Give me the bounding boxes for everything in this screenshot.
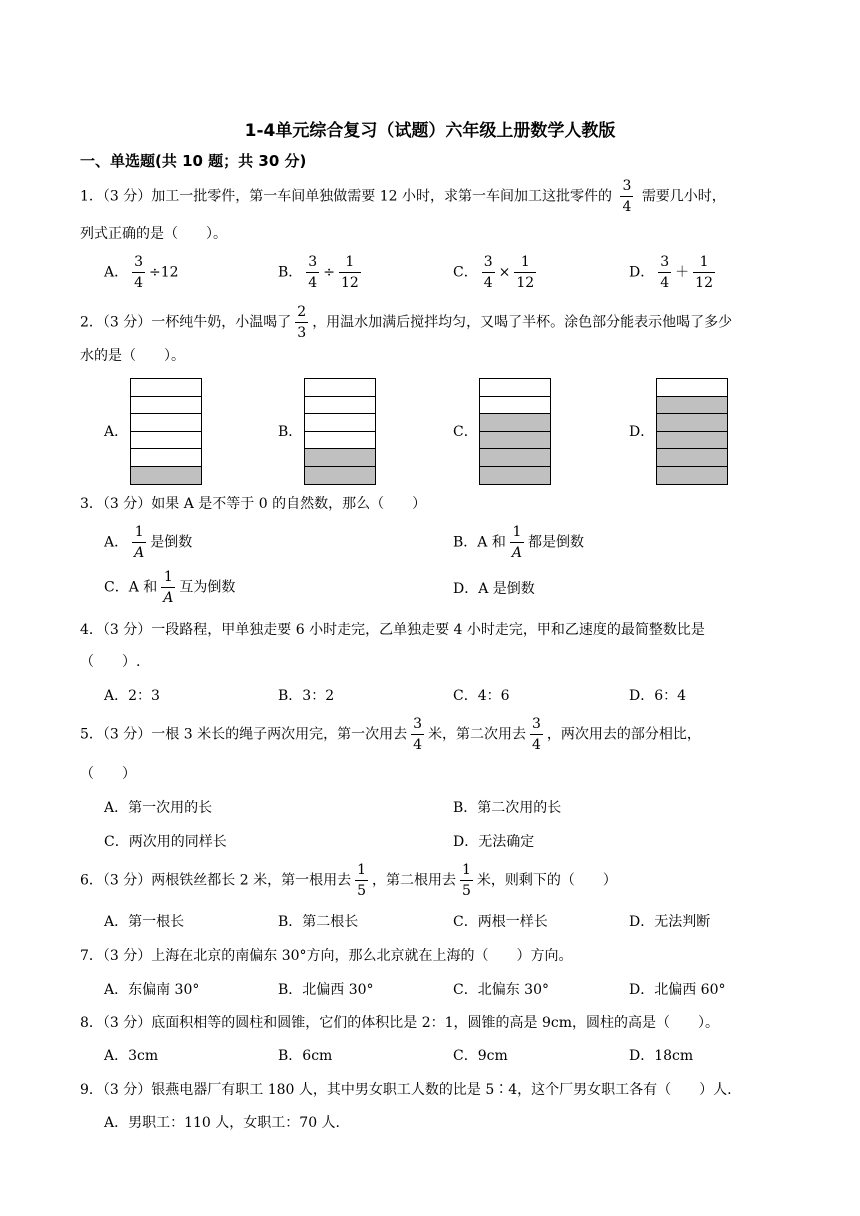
page-title: 1-4单元综合复习（试题）六年级上册数学人教版 bbox=[244, 121, 616, 141]
q8-option-c[interactable]: C．9cm bbox=[453, 1048, 508, 1064]
q4-option-d[interactable]: D．6：4 bbox=[629, 688, 687, 704]
cup-empty-segment bbox=[131, 432, 201, 450]
q6-option-c[interactable]: C．两根一样长 bbox=[453, 914, 548, 930]
q3-option-d[interactable]: D．A 是倒数 bbox=[453, 581, 535, 597]
cup-empty-segment bbox=[657, 379, 727, 397]
cup-empty-segment bbox=[131, 379, 201, 397]
q1-text: 1．（3 分）加工一批零件，第一车间单独做需要 12 小时，求第一车间加工这批零件的 bbox=[80, 188, 612, 205]
q7-option-a[interactable]: A．东偏南 30° bbox=[104, 982, 200, 998]
q5-line1: 5．（3 分）一根 3 米长的绳子两次用完，第一次用去 $\frac{3}{4}$ 米，第二次用去 $\frac{3}{4}$ ，两次用去的部分相比， bbox=[80, 716, 701, 753]
cup-empty-segment bbox=[305, 379, 375, 397]
q1-option-c[interactable]: C． $\frac{3}{4}$ × $\frac{1}{12}$ bbox=[453, 254, 535, 291]
q2-option-a-label[interactable]: A． bbox=[104, 424, 129, 440]
q2-cup-a[interactable] bbox=[130, 378, 202, 485]
q4-option-a[interactable]: A．2：3 bbox=[104, 688, 160, 704]
q9-line1: 9．（3 分）银燕电器厂有职工 180 人，其中男女职工人数的比是 5∶4，这个厂男女职工各有（ ）人. bbox=[80, 1082, 732, 1098]
cup-shaded-segment bbox=[657, 397, 727, 415]
cup-shaded-segment bbox=[657, 414, 727, 432]
q8-option-a[interactable]: A．3cm bbox=[104, 1048, 159, 1064]
q3-option-b[interactable]: B．A 和 $\frac{1}{A}$ 都是倒数 bbox=[453, 524, 584, 561]
cup-empty-segment bbox=[131, 449, 201, 467]
cup-shaded-segment bbox=[480, 449, 550, 467]
q3-line1: 3．（3 分）如果 A 是不等于 0 的自然数，那么（ ） bbox=[80, 496, 427, 512]
cup-empty-segment bbox=[131, 414, 201, 432]
q6-option-d[interactable]: D．无法判断 bbox=[629, 914, 711, 930]
q1-line1 bbox=[80, 178, 726, 215]
q1-option-d[interactable]: D． $\frac{3}{4}$ ＋ $\frac{1}{12}$ bbox=[629, 254, 713, 291]
q4-option-c[interactable]: C．4：6 bbox=[453, 688, 510, 704]
q1-line2: 列式正确的是（ ）。 bbox=[80, 226, 227, 242]
q4-line1: 4．（3 分）一段路程，甲单独走要 6 小时走完，乙单独走要 4 小时走完，甲和乙速度的最简整数比是 bbox=[80, 622, 705, 638]
q7-option-c[interactable]: C．北偏东 30° bbox=[453, 982, 549, 998]
q5-option-a[interactable]: A．第一次用的长 bbox=[104, 800, 213, 816]
cup-shaded-segment bbox=[480, 432, 550, 450]
q5-option-c[interactable]: C．两次用的同样长 bbox=[104, 834, 227, 850]
q5-line2: （ ） bbox=[80, 766, 136, 782]
q8-option-b[interactable]: B．6cm bbox=[278, 1048, 333, 1064]
cup-empty-segment bbox=[131, 397, 201, 415]
cup-shaded-segment bbox=[657, 432, 727, 450]
q1-fraction: $\frac{3}{4}$ bbox=[622, 178, 632, 215]
q5-option-b[interactable]: B．第二次用的长 bbox=[453, 800, 562, 816]
q7-option-d[interactable]: D．北偏西 60° bbox=[629, 982, 726, 998]
cup-shaded-segment bbox=[480, 467, 550, 485]
q6-line1: 6．（3 分）两根铁丝都长 2 米，第一根用去 $\frac{1}{5}$ ，第二根用去 $\frac{1}{5}$ 米，则剩下的（ ） bbox=[80, 862, 617, 899]
q7-line1: 7．（3 分）上海在北京的南偏东 30°方向，那么北京就在上海的（ ）方向。 bbox=[80, 948, 573, 964]
q3-option-c[interactable]: C．A 和 $\frac{1}{A}$ 互为倒数 bbox=[104, 569, 236, 606]
cup-shaded-segment bbox=[305, 449, 375, 467]
cup-shaded-segment bbox=[480, 414, 550, 432]
q8-line1: 8．（3 分）底面积相等的圆柱和圆锥，它们的体积比是 2：1，圆锥的高是 9cm，圆柱的高是（ ）。 bbox=[80, 1015, 720, 1031]
q4-option-b[interactable]: B．3：2 bbox=[278, 688, 335, 704]
cup-empty-segment bbox=[305, 397, 375, 415]
q2-option-c-label[interactable]: C． bbox=[453, 424, 478, 440]
q4-line2: （ ）. bbox=[80, 654, 141, 670]
cup-shaded-segment bbox=[305, 467, 375, 485]
q8-option-d[interactable]: D．18cm bbox=[629, 1048, 694, 1064]
q2-cup-b[interactable] bbox=[304, 378, 376, 485]
q2-line1: 2．（3 分）一杯纯牛奶，小温喝了 $\frac{2}{3}$ ，用温水加满后搅拌均匀，又喝了半杯。涂色部分能表示他喝了多少 bbox=[80, 304, 733, 341]
section-heading: 一、单选题(共 10 题；共 30 分) bbox=[80, 152, 307, 170]
q6-option-a[interactable]: A．第一根长 bbox=[104, 914, 185, 930]
q1-text-end: 需要几小时， bbox=[641, 188, 726, 205]
q1-option-b[interactable]: B． $\frac{3}{4}$ ÷ $\frac{1}{12}$ bbox=[278, 254, 359, 291]
q2-line2: 水的是（ ）。 bbox=[80, 348, 185, 364]
q2-fraction: $\frac{2}{3}$ bbox=[297, 304, 307, 341]
q2-option-b-label[interactable]: B． bbox=[278, 424, 303, 440]
cup-shaded-segment bbox=[131, 467, 201, 485]
cup-shaded-segment bbox=[657, 467, 727, 485]
q2-cup-d[interactable] bbox=[656, 378, 728, 485]
cup-empty-segment bbox=[480, 379, 550, 397]
cup-empty-segment bbox=[305, 432, 375, 450]
q1-option-a[interactable]: A． $\frac{3}{4}$ ÷12 bbox=[104, 254, 179, 291]
q3-option-a[interactable]: A． $\frac{1}{A}$ 是倒数 bbox=[104, 524, 193, 561]
q6-option-b[interactable]: B．第二根长 bbox=[278, 914, 359, 930]
cup-empty-segment bbox=[480, 397, 550, 415]
q7-option-b[interactable]: B．北偏西 30° bbox=[278, 982, 374, 998]
q9-option-a[interactable]: A．男职工：110 人，女职工：70 人. bbox=[104, 1115, 340, 1131]
q5-option-d[interactable]: D．无法确定 bbox=[453, 834, 535, 850]
cup-shaded-segment bbox=[657, 449, 727, 467]
q2-option-d-label[interactable]: D． bbox=[629, 424, 655, 440]
cup-empty-segment bbox=[305, 414, 375, 432]
q2-cup-c[interactable] bbox=[479, 378, 551, 485]
